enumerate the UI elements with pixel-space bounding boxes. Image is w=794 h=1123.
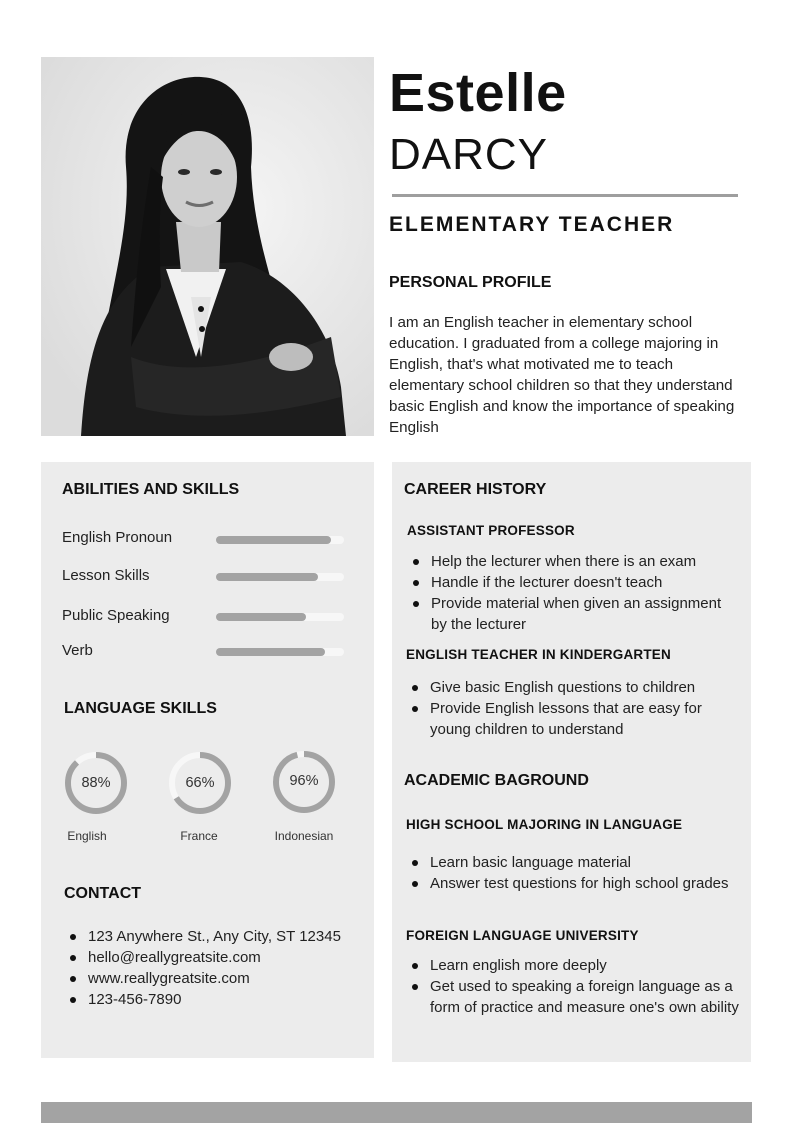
skill-label: Verb [62, 642, 93, 659]
footer-bar [41, 1102, 752, 1123]
skill-bar-fill [216, 573, 318, 581]
portrait-illustration [41, 57, 374, 436]
contact-website[interactable]: www.reallygreatsite.com [64, 968, 349, 989]
language-name: Indonesian [274, 829, 334, 843]
list-item: Provide English lessons that are easy for young children to understand [406, 698, 736, 740]
language-percent: 96% [289, 773, 319, 789]
skill-bar-fill [216, 536, 331, 544]
list-item: Learn english more deeply [406, 955, 741, 976]
last-name: DARCY [389, 130, 549, 179]
skill-bar [216, 536, 344, 544]
language-name: France [180, 829, 218, 843]
school-title-2: FOREIGN LANGUAGE UNIVERSITY [406, 928, 639, 943]
job-duties-2 [406, 677, 736, 740]
skill-label: English Pronoun [62, 529, 173, 546]
language-percent: 88% [81, 775, 111, 791]
job-title: ELEMENTARY TEACHER [389, 213, 675, 236]
contact-address: 123 Anywhere St., Any City, ST 12345 [64, 926, 349, 947]
contact-heading: CONTACT [64, 885, 142, 902]
skill-label: Public Speaking [62, 607, 170, 624]
language-name: English [67, 829, 107, 843]
skill-bar [216, 648, 344, 656]
language-percent: 66% [185, 775, 215, 791]
profile-heading: PERSONAL PROFILE [389, 274, 552, 291]
list-item: Get used to speaking a foreign language as a form of practice and measure one's own ability [406, 976, 741, 1018]
first-name: Estelle [389, 63, 567, 123]
school-title-1: HIGH SCHOOL MAJORING IN LANGUAGE [406, 817, 683, 832]
skill-bar [216, 573, 344, 581]
job-title-2: ENGLISH TEACHER IN KINDERGARTEN [406, 647, 671, 662]
list-item: Handle if the lecturer doesn't teach [407, 572, 737, 593]
academic-heading: ACADEMIC BAGROUND [404, 772, 589, 789]
job-title-1: ASSISTANT PROFESSOR [407, 523, 575, 538]
list-item: Give basic English questions to children [406, 677, 736, 698]
job-duties-1 [407, 551, 737, 635]
list-item: Answer test questions for high school grades [406, 873, 736, 894]
skill-label: Lesson Skills [62, 567, 150, 584]
profile-text: I am an English teacher in elementary school education. I graduated from a college majoring in English, that's what motivated me to teach elementary school children so that they understand basic English and know the importance of speaking English [389, 314, 735, 436]
school-details-2 [406, 955, 741, 1018]
language-heading: LANGUAGE SKILLS [64, 700, 217, 717]
skill-bar-fill [216, 613, 306, 621]
skills-heading: ABILITIES AND SKILLS [62, 481, 240, 498]
skill-bar [216, 613, 344, 621]
contact-list [64, 926, 349, 1010]
skill-bar-fill [216, 648, 325, 656]
list-item: Learn basic language material [406, 852, 736, 873]
name-divider [392, 194, 738, 197]
career-heading: CAREER HISTORY [404, 481, 547, 498]
school-details-1 [406, 852, 736, 894]
profile-photo [41, 57, 374, 436]
contact-phone: 123-456-7890 [64, 989, 349, 1010]
list-item: Help the lecturer when there is an exam [407, 551, 737, 572]
contact-email[interactable]: hello@reallygreatsite.com [64, 947, 349, 968]
list-item: Provide material when given an assignment by the lecturer [407, 593, 737, 635]
